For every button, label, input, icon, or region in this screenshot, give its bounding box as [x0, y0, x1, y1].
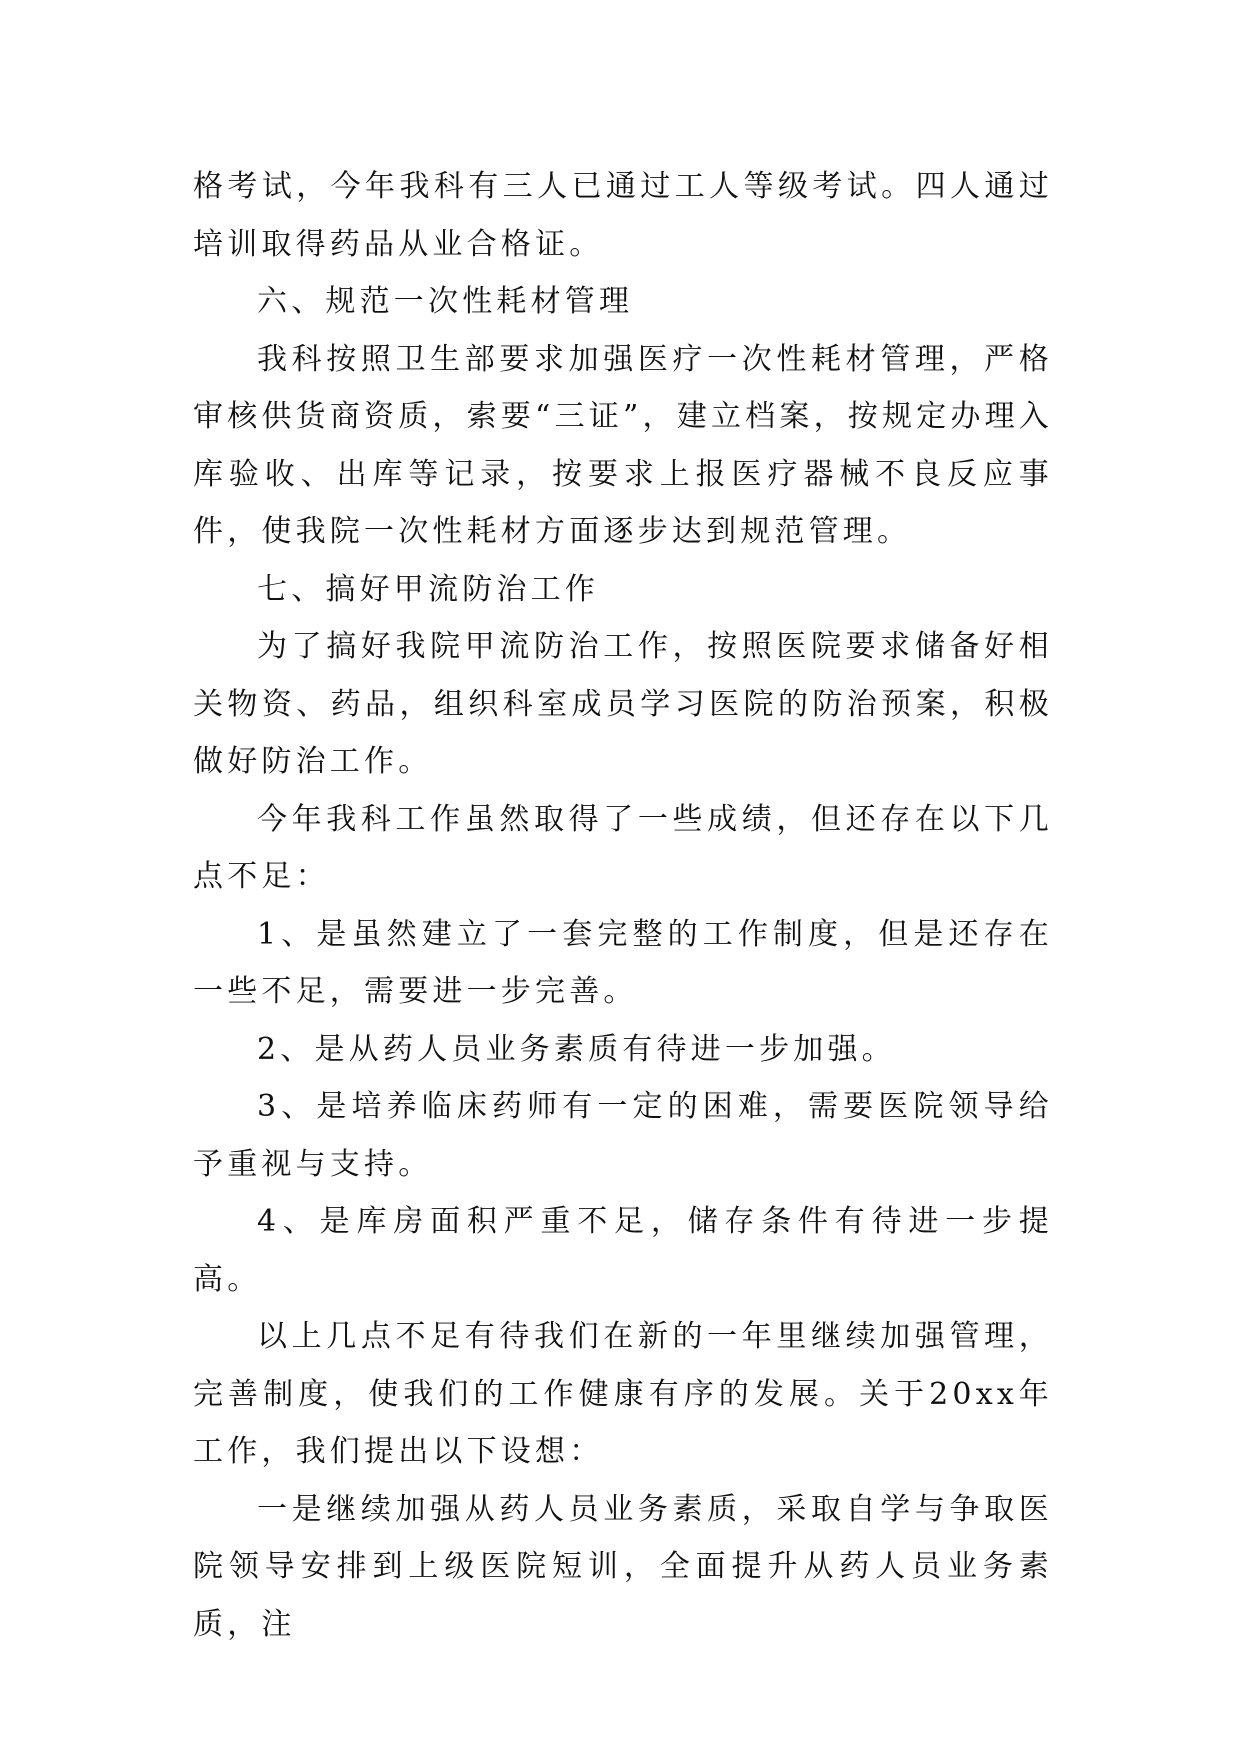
section-heading-seven: 七、搞好甲流防治工作 — [257, 571, 599, 607]
paragraph-flu-prevention: 为了搞好我院甲流防治工作，按照医院要求储备好相关物资、药品，组织科室成员学习医院的防治预案，积极做好防治工作。 — [193, 629, 1053, 779]
list-item-3: 3、是培养临床药师有一定的困难，需要医院领导给予重视与支持。 — [193, 1089, 1053, 1182]
section-heading-six: 六、规范一次性耗材管理 — [257, 284, 634, 319]
paragraph-shortcomings-intro: 今年我科工作虽然取得了一些成绩，但还存在以下几点不足： — [193, 801, 1053, 894]
list-item-2: 2、是从药人员业务素质有待进一步加强。 — [257, 1031, 896, 1067]
document-body — [193, 158, 1053, 1653]
paragraph-consumables: 我科按照卫生部要求加强医疗一次性耗材管理，严格审核供货商资质，索要“三证”，建立档案，按规定办理入库验收、出库等记录，按要求上报医疗器械不良反应事件，使我院一次性耗材方面逐步达到规范管理。 — [193, 341, 1053, 549]
paragraph-plan-one: 一是继续加强从药人员业务素质，采取自学与争取医院领导安排到上级医院短训，全面提升从药人员业务素质，注 — [193, 1491, 1053, 1642]
list-item-4: 4、是库房面积严重不足，储存条件有待进一步提高。 — [193, 1204, 1053, 1297]
paragraph-continued: 格考试，今年我科有三人已通过工人等级考试。四人通过培训取得药品从业合格证。 — [193, 169, 1053, 262]
paragraph-plans-intro: 以上几点不足有待我们在新的一年里继续加强管理，完善制度，使我们的工作健康有序的发展。关于20xx年工作，我们提出以下设想： — [193, 1319, 1053, 1469]
list-item-1: 1、是虽然建立了一套完整的工作制度，但是还存在一些不足，需要进一步完善。 — [193, 916, 1053, 1009]
